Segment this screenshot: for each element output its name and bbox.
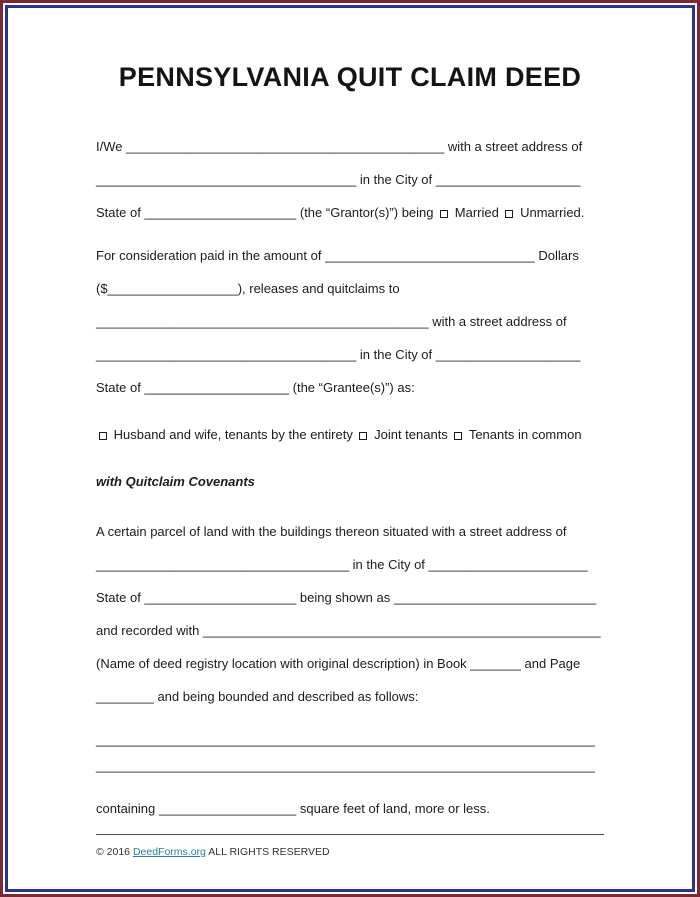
registry-book-page-line: (Name of deed registry location with original description) in Book _______ and Page: [96, 656, 581, 671]
description-blank-line-1: _____________________________________________________________________: [96, 732, 595, 747]
bounded-described-line: ________ and being bounded and described as follows:: [96, 689, 419, 704]
form-body: [96, 139, 604, 834]
married-label: Married: [454, 205, 499, 220]
tenants-in-common-label: Tenants in common: [468, 427, 582, 442]
checkbox-unmarried[interactable]: [505, 210, 513, 218]
consideration-release-line: ($__________________), releases and quitclaims to: [96, 281, 400, 296]
grantor-state-line: [96, 205, 604, 221]
copyright-year: © 2016: [96, 846, 131, 858]
grantor-city-line: ____________________________________ in the City of ____________________: [96, 172, 581, 187]
description-blank-line-2: _____________________________________________________________________: [96, 758, 595, 773]
grantee-city-line: ____________________________________ in the City of ____________________: [96, 347, 581, 362]
husband-wife-label: Husband and wife, tenants by the entirety: [113, 427, 353, 442]
tenancy-line: [96, 427, 604, 443]
containing-line: containing ___________________ square feet of land, more or less.: [96, 801, 490, 816]
property-address-line: A certain parcel of land with the buildings thereon situated with a street address of: [96, 524, 567, 539]
footer: [96, 834, 604, 858]
copyright-text: [96, 846, 604, 858]
grantee-state-line: State of ____________________ (the “Grantee(s)”) as:: [96, 380, 415, 395]
consideration-amount-line: For consideration paid in the amount of _____________________________ Dollars: [96, 248, 579, 263]
checkbox-tenants-in-common[interactable]: [454, 432, 462, 440]
grantor-name-line: I/We ____________________________________________ with a street address of: [96, 139, 583, 154]
checkbox-married[interactable]: [440, 210, 448, 218]
joint-tenants-label: Joint tenants: [374, 427, 448, 442]
footer-divider: [96, 834, 604, 835]
checkbox-husband-wife[interactable]: [99, 432, 107, 440]
property-recorded-line: and recorded with _______________________________________________________: [96, 623, 601, 638]
property-state-line: State of _____________________ being shown as ____________________________: [96, 590, 597, 605]
covenants-line: with Quitclaim Covenants: [96, 474, 255, 489]
deedforms-link[interactable]: DeedForms.org: [132, 846, 206, 858]
grantee-name-line: ______________________________________________ with a street address of: [96, 314, 567, 329]
property-city-line: ___________________________________ in the City of ______________________: [96, 557, 588, 572]
checkbox-joint-tenants[interactable]: [359, 432, 367, 440]
document-page: [5, 5, 695, 892]
document-title: PENNSYLVANIA QUIT CLAIM DEED: [118, 62, 582, 92]
unmarried-label: Unmarried.: [520, 205, 585, 220]
grantor-state-text: State of _____________________ (the “Grantor(s)”) being: [96, 205, 434, 220]
rights-reserved-text: ALL RIGHTS RESERVED: [208, 846, 330, 858]
